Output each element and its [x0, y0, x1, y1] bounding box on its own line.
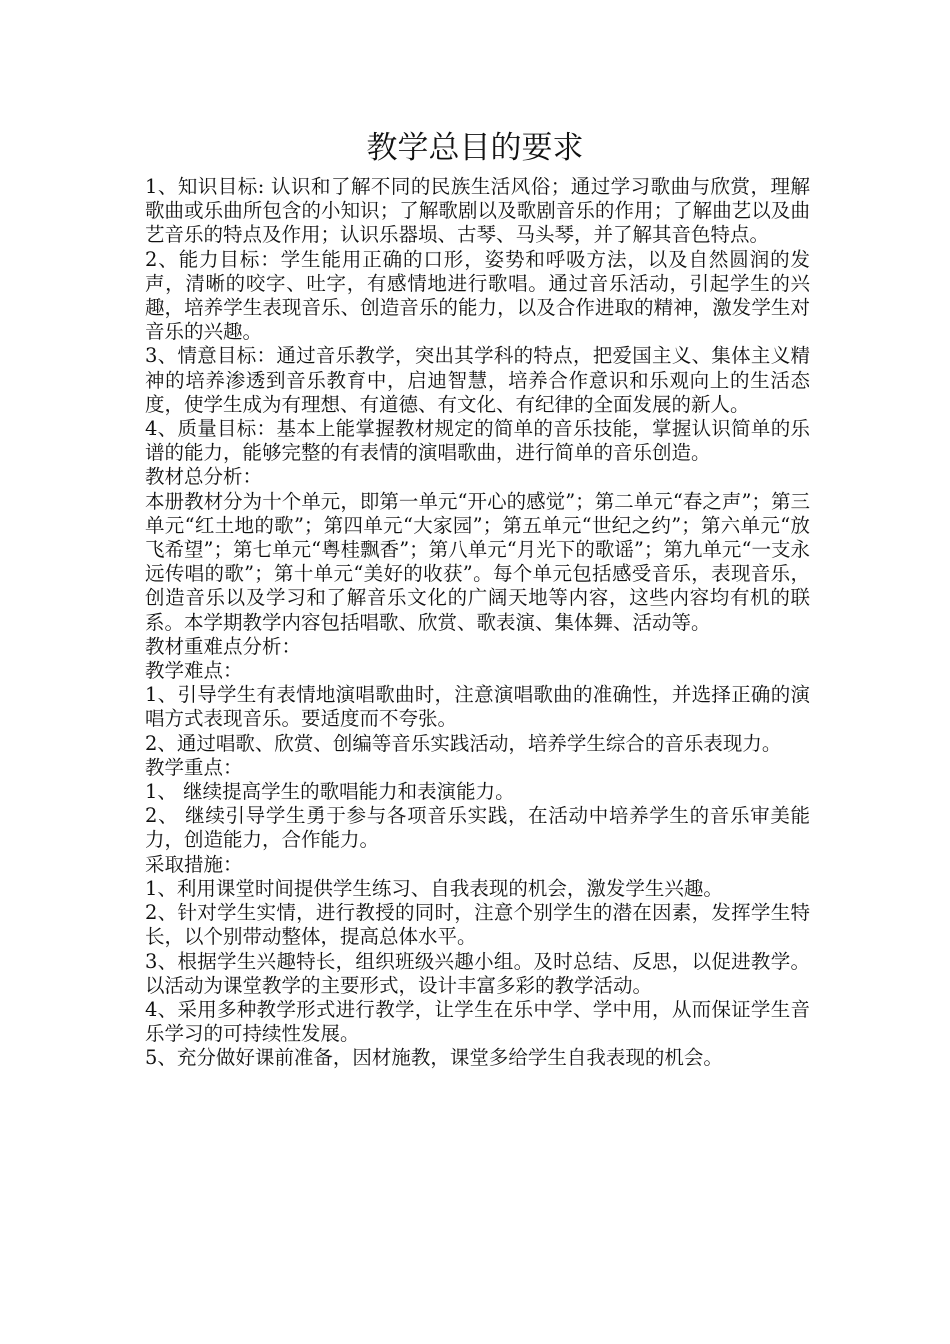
document-body: [145, 175, 810, 1071]
document-title: 教学总目的要求: [366, 130, 584, 166]
paragraph-emotion-goal: 3、情意目标：通过音乐教学，突出其学科的特点，把爱国主义、集体主义精神的培养渗透到音乐教育中，启迪智慧，培养合作意识和乐观向上的生活态度，使学生成为有理想、有道德、有文化、有纪律的全面发展的新人。: [145, 344, 810, 416]
paragraph-quality-goal: 4、质量目标：基本上能掌握教材规定的简单的音乐技能，掌握认识简单的乐谱的能力，能够完整的有表情的演唱歌曲，进行简单的音乐创造。: [145, 417, 810, 465]
paragraph-measure-4: 4、采用多种教学形式进行教学，让学生在乐中学、学中用，从而保证学生音乐学习的可持续性发展。: [145, 997, 810, 1046]
subheading-difficult-points: 教学难点：: [145, 659, 243, 683]
paragraph-difficult-point-1: 1、引导学生有表情地演唱歌曲时，注意演唱歌曲的准确性，并选择正确的演唱方式表现音乐。要适度而不夸张。: [145, 683, 810, 731]
subheading-key-points: 教学重点：: [145, 755, 243, 779]
paragraph-measure-5: 5、充分做好课前准备，因材施教，课堂多给学生自我表现的机会。: [145, 1046, 723, 1070]
section-heading-textbook-analysis: 教材总分析：: [145, 465, 263, 489]
section-heading-key-difficult-points: 教材重难点分析：: [145, 634, 302, 658]
paragraph-measure-2: 2、针对学生实情，进行教授的同时，注意个别学生的潜在因素，发挥学生特长，以个别带动整体，提高总体水平。: [145, 901, 810, 949]
paragraph-measure-3: 3、根据学生兴趣特长，组织班级兴趣小组。及时总结、反思，以促进教学。以活动为课堂教学的主要形式，设计丰富多彩的教学活动。: [145, 949, 810, 997]
paragraph-key-point-2: 2、 继续引导学生勇于参与各项音乐实践，在活动中培养学生的音乐审美能力，创造能力，合作能力。: [145, 804, 810, 852]
paragraph-ability-goal: 2、能力目标：学生能用正确的口形，姿势和呼吸方法，以及自然圆润的发声，清晰的咬字、吐字，有感情地进行歌唱。通过音乐活动，引起学生的兴趣，培养学生表现音乐、创造音乐的能力，以及合作进取的精神，激发学生对音乐的兴趣。: [145, 247, 810, 344]
paragraph-key-point-1: 1、 继续提高学生的歌唱能力和表演能力。: [145, 780, 515, 804]
paragraph-measure-1: 1、利用课堂时间提供学生练习、自我表现的机会，激发学生兴趣。: [145, 876, 723, 900]
paragraph-textbook-analysis: 本册教材分为十个单元，即第一单元“开心的感觉”；第二单元“春之声”；第三单元“红土地的歌”；第四单元“大家园”；第五单元“世纪之约”；第六单元“放飞希望”；第七单元“粤桂飘香”；第八单元“月光下的歌谣”；第九单元“一支永远传唱的歌”；第十单元“美好的收获”。每个单元包括感受音乐，表现音乐，创造音乐以及学习和了解音乐文化的广阔天地等内容，这些内容均有机的联系。本学期教学内容包括唱歌、欣赏、歌表演、集体舞、活动等。: [145, 489, 810, 634]
paragraph-knowledge-goal: 1、知识目标: 认识和了解不同的民族生活风俗；通过学习歌曲与欣赏，理解歌曲或乐曲所包含的小知识；了解歌剧以及歌剧音乐的作用；了解曲艺以及曲艺音乐的特点及作用；认识乐器埙、古琴、马头琴，并了解其音色特点。: [145, 175, 810, 247]
paragraph-difficult-point-2: 2、通过唱歌、欣赏、创编等音乐实践活动，培养学生综合的音乐表现力。: [145, 731, 782, 755]
section-heading-measures: 采取措施：: [145, 852, 243, 876]
